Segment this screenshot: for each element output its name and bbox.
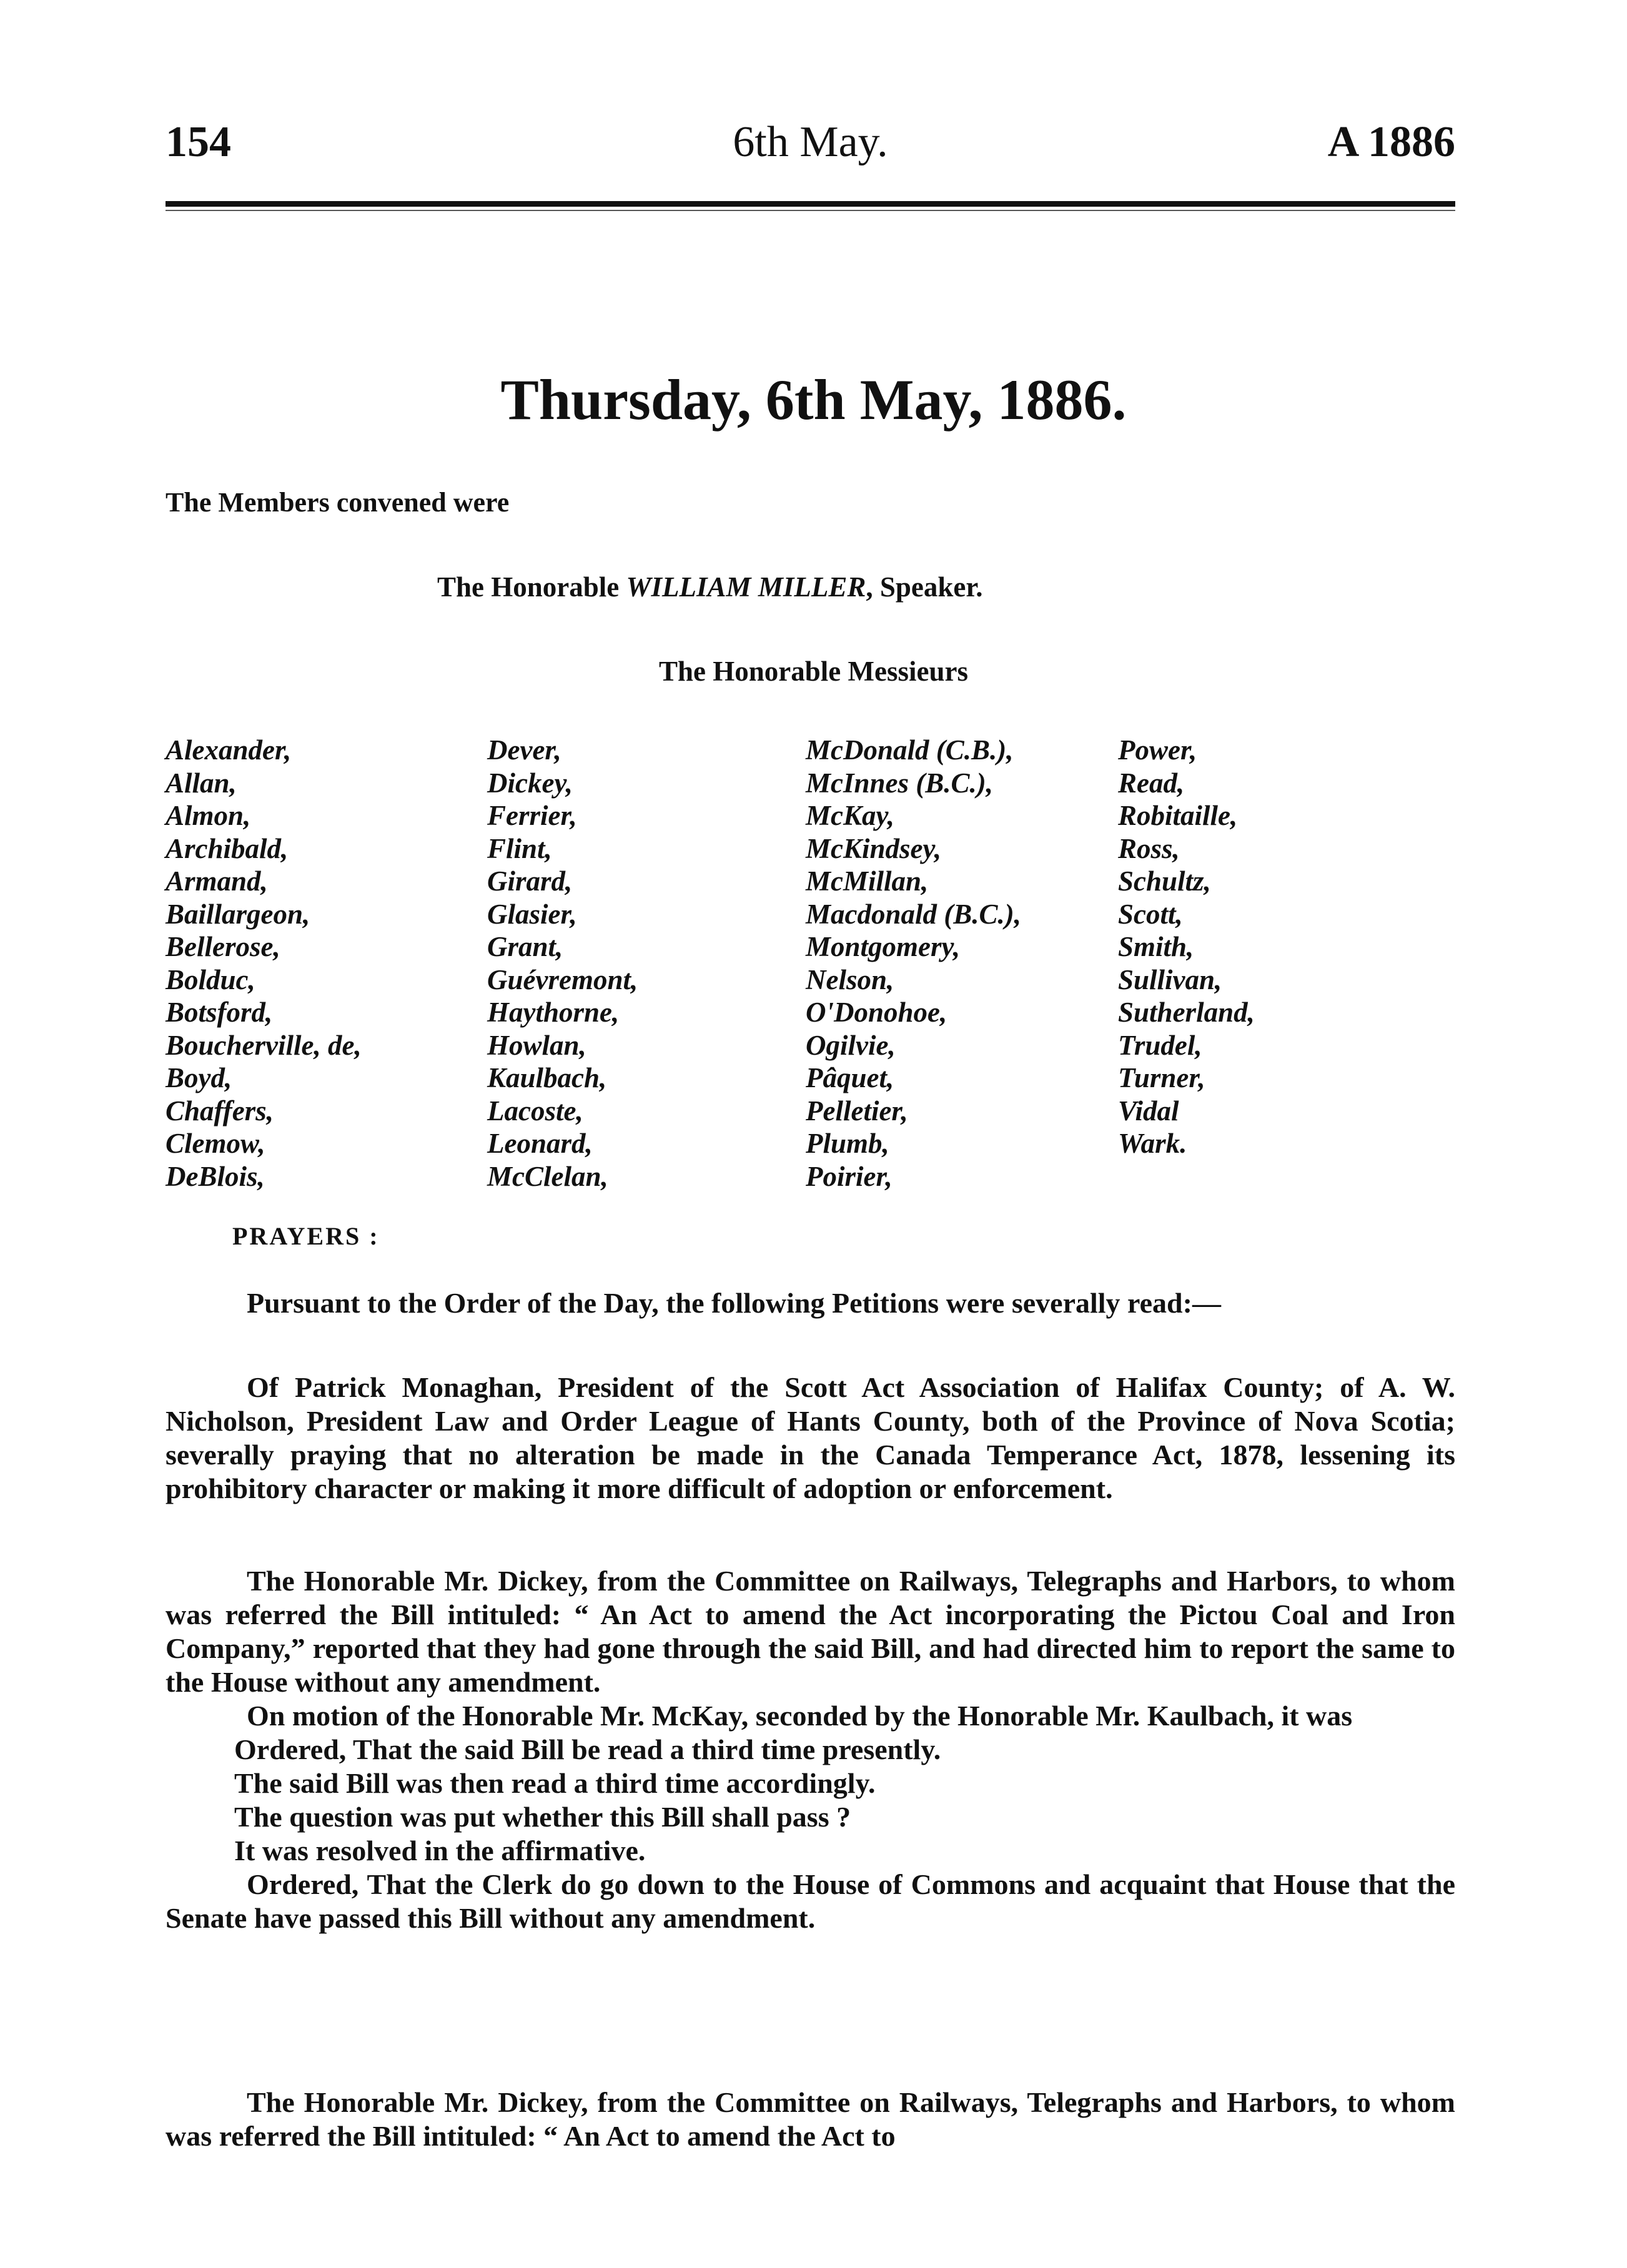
member-name: Turner, xyxy=(1118,1062,1205,1093)
member-name: Power, xyxy=(1118,734,1197,766)
member-name: Boyd, xyxy=(166,1062,232,1093)
report-block xyxy=(166,1564,1455,1935)
member-name: Boucherville, de, xyxy=(166,1029,362,1061)
petitions-paragraph: Of Patrick Monaghan, President of the Scott Act Association of Halifax County; of A. W. Nicholson, President Law and Order League of Hants County, both of the Province of Nova Scotia; severally praying that no alteration be made in the Canada Temperance Act, 1878, lessening its prohibitory character or making it more difficult of adoption or enforcement. xyxy=(166,1371,1455,1504)
member-name: Bellerose, xyxy=(166,931,280,962)
question-paragraph: The question was put whether this Bill shall pass ? xyxy=(234,1801,851,1833)
second-report-paragraph: The Honorable Mr. Dickey, from the Committee on Railways, Telegraphs and Harbors, to whom was referred the Bill intituled: “ An Act to amend the Act to xyxy=(166,2086,1455,2152)
speaker-suffix: , Speaker. xyxy=(866,571,983,603)
member-name: Nelson, xyxy=(806,964,894,995)
member-name: O'Donohoe, xyxy=(806,997,947,1028)
member-name: McClelan, xyxy=(487,1160,608,1192)
speaker-line xyxy=(437,568,982,606)
member-name: Glasier, xyxy=(487,898,577,930)
member-name: Wark. xyxy=(1118,1128,1187,1159)
page-header xyxy=(166,111,1455,180)
member-name: DeBlois, xyxy=(166,1160,265,1192)
member-name: Allan, xyxy=(166,767,237,799)
members-column-4 xyxy=(1118,734,1255,1160)
member-name: Robitaille, xyxy=(1118,800,1238,831)
member-name: Botsford, xyxy=(166,997,273,1028)
member-name: Grant, xyxy=(487,931,563,962)
member-name: Clemow, xyxy=(166,1128,265,1159)
motion-paragraph: On motion of the Honorable Mr. McKay, seconded by the Honorable Mr. Kaulbach, it was xyxy=(247,1700,1353,1732)
third-reading-paragraph: The said Bill was then read a third time accordingly. xyxy=(234,1767,876,1799)
member-name: Archibald, xyxy=(166,832,289,864)
members-column-2 xyxy=(487,734,638,1193)
pursuant-block xyxy=(166,1286,1455,1320)
member-name: Plumb, xyxy=(806,1128,889,1159)
member-name: McDonald (C.B.), xyxy=(806,734,1014,766)
member-name: Chaffers, xyxy=(166,1095,274,1127)
member-name: Baillargeon, xyxy=(166,898,310,930)
member-name: McInnes (B.C.), xyxy=(806,767,994,799)
ordered-paragraph: Ordered, That the said Bill be read a third time presently. xyxy=(234,1733,941,1765)
member-name: Dickey, xyxy=(487,767,573,799)
member-name: Pelletier, xyxy=(806,1095,908,1127)
member-name: Dever, xyxy=(487,734,561,766)
member-name: Montgomery, xyxy=(806,931,961,962)
messieurs-heading: The Honorable Messieurs xyxy=(659,656,968,687)
member-name: Bolduc, xyxy=(166,964,255,995)
header-date: 6th May. xyxy=(733,118,888,166)
member-name: Trudel, xyxy=(1118,1029,1202,1061)
member-name: Sutherland, xyxy=(1118,997,1255,1028)
petitions-block xyxy=(166,1371,1455,1506)
header-rule-thin xyxy=(166,210,1455,211)
member-name: Ferrier, xyxy=(487,800,577,831)
report-paragraph: The Honorable Mr. Dickey, from the Committee on Railways, Telegraphs and Harbors, to whom was referred the Bill intituled: “ An Act to amend the Act incorporating the Pictou Coal and Iron Company,” reported that they had gone through the said Bill, and had directed him to report the same to the House without any amendment. xyxy=(166,1565,1455,1698)
pursuant-paragraph: Pursuant to the Order of the Day, the following Petitions were severally read:— xyxy=(247,1287,1221,1319)
member-name: Alexander, xyxy=(166,734,292,766)
member-name: Sullivan, xyxy=(1118,964,1222,995)
members-column-3 xyxy=(806,734,1021,1193)
member-name: McKay, xyxy=(806,800,895,831)
member-name: Macdonald (B.C.), xyxy=(806,898,1022,930)
header-year: A 1886 xyxy=(1327,118,1455,166)
page-title: Thursday, 6th May, 1886. xyxy=(500,368,1127,431)
member-name: Read, xyxy=(1118,767,1185,799)
speaker-prefix: The Honorable xyxy=(437,571,626,603)
member-name: Howlan, xyxy=(487,1029,586,1061)
convened-line: The Members convened were xyxy=(166,487,510,518)
member-name: Lacoste, xyxy=(487,1095,583,1127)
speaker-name: WILLIAM MILLER xyxy=(626,571,866,603)
member-name: Almon, xyxy=(166,800,251,831)
member-name: McMillan, xyxy=(806,865,929,897)
member-name: Schultz, xyxy=(1118,865,1211,897)
member-name: Scott, xyxy=(1118,898,1183,930)
page-number: 154 xyxy=(166,118,231,166)
header-rule xyxy=(166,201,1455,207)
member-name: Flint, xyxy=(487,832,552,864)
member-name: Guévremont, xyxy=(487,964,638,995)
member-name: Girard, xyxy=(487,865,573,897)
member-name: Poirier, xyxy=(806,1160,893,1192)
second-report-block xyxy=(166,2086,1455,2153)
member-name: Ross, xyxy=(1118,832,1180,864)
members-column-1 xyxy=(166,734,362,1193)
member-name: Vidal xyxy=(1118,1095,1179,1127)
ordered-clerk-paragraph: Ordered, That the Clerk do go down to the House of Commons and acquaint that House that the Senate have passed this Bill without any amendment. xyxy=(166,1868,1455,1934)
member-name: McKindsey, xyxy=(806,832,942,864)
member-name: Leonard, xyxy=(487,1128,593,1159)
member-name: Smith, xyxy=(1118,931,1194,962)
prayers-heading: PRAYERS : xyxy=(232,1222,380,1250)
member-name: Kaulbach, xyxy=(487,1062,607,1093)
member-name: Ogilvie, xyxy=(806,1029,896,1061)
member-name: Pâquet, xyxy=(806,1062,894,1093)
member-name: Haythorne, xyxy=(487,997,620,1028)
resolved-paragraph: It was resolved in the affirmative. xyxy=(234,1835,646,1866)
member-name: Armand, xyxy=(166,865,268,897)
